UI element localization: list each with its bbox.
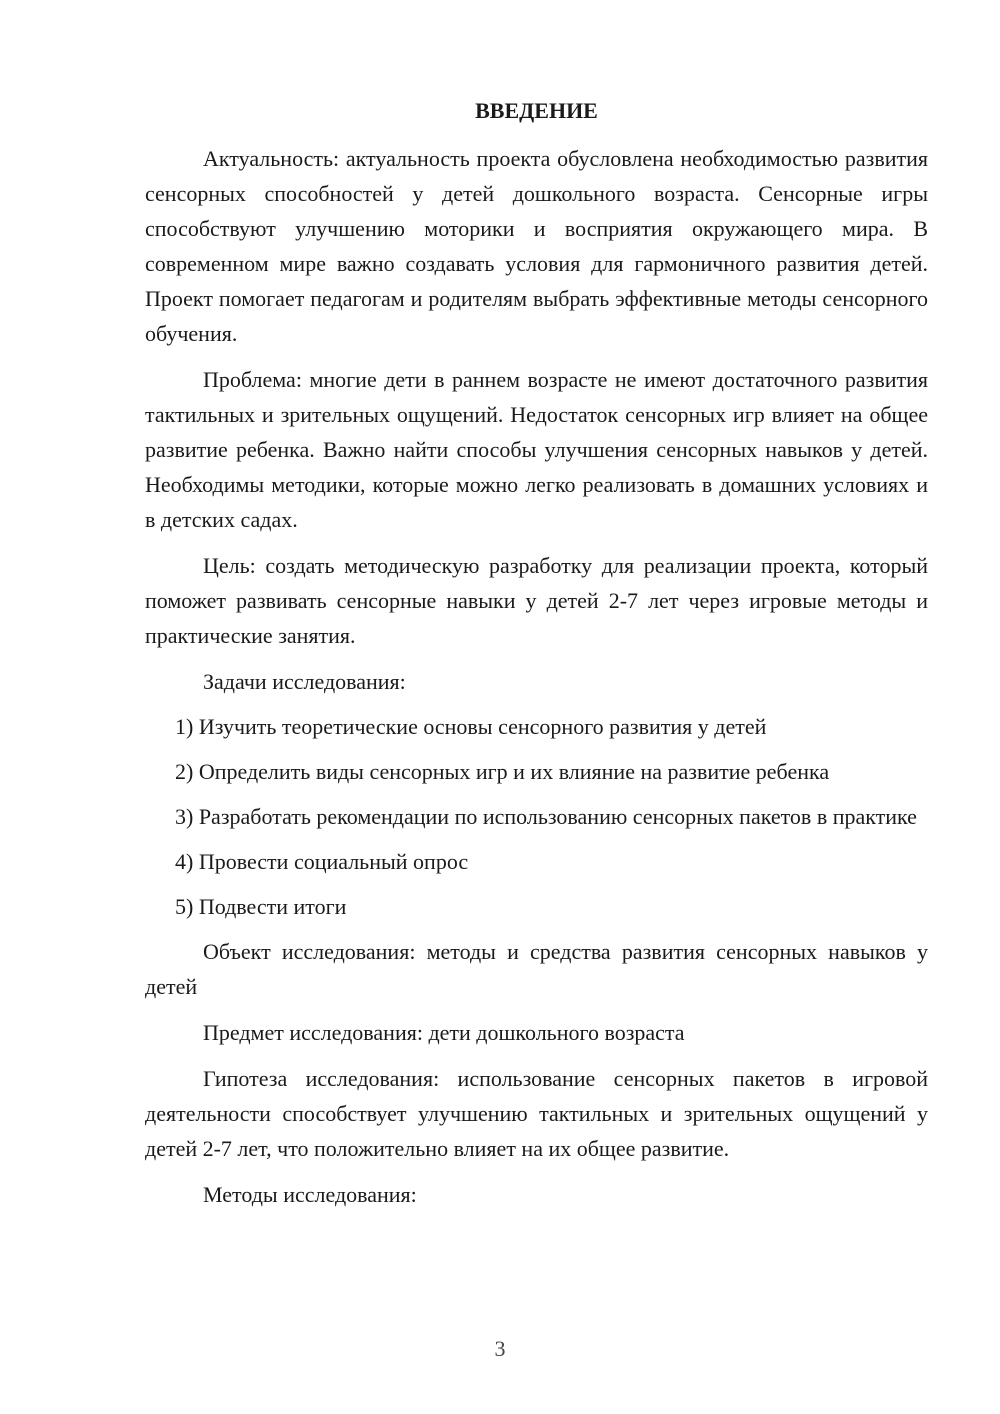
paragraph-hypothesis: Гипотеза исследования: использование сенсорных пакетов в игровой деятельности способствует улучшению тактильных и зрительных ощущений у детей 2-7 лет, что положительно влияет на их общее развитие. xyxy=(145,1066,928,1161)
list-item: 5) Подвести итоги xyxy=(175,894,347,919)
methods-heading: Методы исследования: xyxy=(203,1182,417,1207)
paragraph-relevance: Актуальность: актуальность проекта обусловлена необходимостью развития сенсорных способностей у детей дошкольного возраста. Сенсорные игры способствуют улучшению моторики и восприятия окружающего мира. В современном мире важно создавать условия для гармоничного развития детей. Проект помогает педагогам и родителям выбрать эффективные методы сенсорного обучения. xyxy=(145,146,928,346)
page-title: ВВЕДЕНИЕ xyxy=(475,98,598,123)
list-item: 3) Разработать рекомендации по использованию сенсорных пакетов в практике xyxy=(175,804,917,829)
list-item: 2) Определить виды сенсорных игр и их влияние на развитие ребенка xyxy=(175,759,830,784)
tasks-heading: Задачи исследования: xyxy=(203,669,406,694)
paragraph-problem: Проблема: многие дети в раннем возрасте не имеют достаточного развития тактильных и зрительных ощущений. Недостаток сенсорных игр влияет на общее развитие ребенка. Важно найти способы улучшения сенсорных навыков у детей. Необходимы методики, которые можно легко реализовать в домашних условиях и в детских садах. xyxy=(145,367,928,532)
page-content xyxy=(145,96,928,1223)
list-item: 4) Провести социальный опрос xyxy=(175,849,469,874)
list-item: 1) Изучить теоретические основы сенсорного развития у детей xyxy=(175,714,767,739)
paragraph-goal: Цель: создать методическую разработку для реализации проекта, который поможет развивать сенсорные навыки у детей 2-7 лет через игровые методы и практические занятия. xyxy=(145,553,928,648)
paragraph-subject: Предмет исследования: дети дошкольного возраста xyxy=(203,1020,685,1045)
paragraph-object: Объект исследования: методы и средства развития сенсорных навыков у детей xyxy=(145,939,928,999)
page-number: 3 xyxy=(494,1336,506,1361)
